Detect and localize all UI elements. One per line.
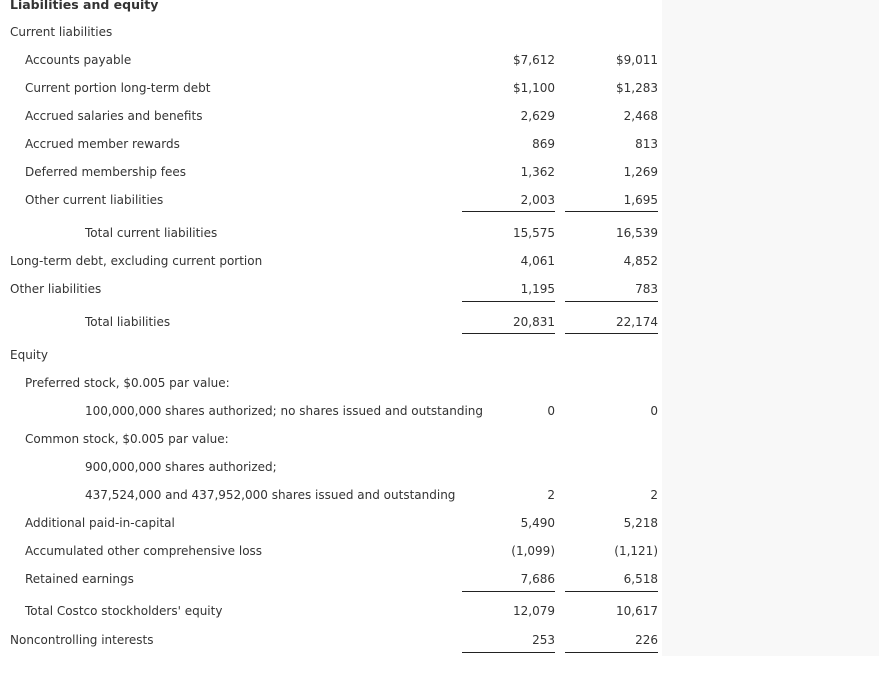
value-col2: 1,269 <box>623 165 658 179</box>
table-row <box>0 136 662 152</box>
subtotal-rule <box>462 591 555 592</box>
subtotal-rule <box>462 211 555 212</box>
table-row <box>0 52 662 68</box>
row-label: Common stock, $0.005 par value: <box>25 432 229 446</box>
value-col2: 783 <box>635 282 658 296</box>
value-col2: 2 <box>650 488 658 502</box>
common-stock-row <box>0 431 662 447</box>
value-col2: $9,011 <box>616 53 658 67</box>
row-label: 437,524,000 and 437,952,000 shares issued and outstanding <box>85 488 456 502</box>
total-rule <box>462 333 555 334</box>
equity-heading: Equity <box>10 348 48 362</box>
row-label: Other liabilities <box>10 282 102 296</box>
table-row <box>0 80 662 96</box>
value-col1: 1,362 <box>520 165 555 179</box>
value-col1: 2,629 <box>520 109 555 123</box>
value-col1: $1,100 <box>513 81 555 95</box>
row-label: 100,000,000 shares authorized; no shares issued and outstanding <box>85 404 484 418</box>
value-col1: 1,195 <box>520 282 555 296</box>
row-label: Accounts payable <box>25 53 132 67</box>
value-col2: (1,121) <box>614 544 658 558</box>
value-col2: 5,218 <box>623 516 658 530</box>
table-row <box>0 192 662 208</box>
value-col1: 15,575 <box>513 226 555 240</box>
subtotal-rule <box>462 301 555 302</box>
other-liabilities-row <box>0 281 662 297</box>
value-col1: 20,831 <box>513 315 555 329</box>
value-col1: 12,079 <box>513 604 555 618</box>
value-col1: 0 <box>547 404 555 418</box>
table-row <box>0 164 662 180</box>
value-col1: 869 <box>532 137 555 151</box>
value-col2: 0 <box>650 404 658 418</box>
table-row <box>0 108 662 124</box>
value-col1: $7,612 <box>513 53 555 67</box>
long-term-debt-row <box>0 253 662 269</box>
value-col2: 10,617 <box>616 604 658 618</box>
value-col2: 22,174 <box>616 315 658 329</box>
row-label: Total liabilities <box>85 315 171 329</box>
subtotal-rule <box>565 652 658 653</box>
row-label: Accrued salaries and benefits <box>25 109 203 123</box>
common-issued-row <box>0 487 662 503</box>
value-col1: 2,003 <box>520 193 555 207</box>
row-label: Deferred membership fees <box>25 165 186 179</box>
row-label: Accumulated other comprehensive loss <box>25 544 263 558</box>
subtotal-rule <box>565 591 658 592</box>
equity-heading-row <box>0 347 662 363</box>
preferred-stock-row <box>0 375 662 391</box>
apic-row <box>0 515 662 531</box>
value-col1: 2 <box>547 488 555 502</box>
value-col1: 253 <box>532 633 555 647</box>
row-label: Retained earnings <box>25 572 134 586</box>
value-col1: (1,099) <box>511 544 555 558</box>
value-col2: $1,283 <box>616 81 658 95</box>
row-label: Long-term debt, excluding current portion <box>10 254 263 268</box>
preferred-detail-row <box>0 403 662 419</box>
row-label: Accrued member rewards <box>25 137 180 151</box>
value-col2: 813 <box>635 137 658 151</box>
row-label: Additional paid-in-capital <box>25 516 175 530</box>
row-label: Current portion long-term debt <box>25 81 211 95</box>
row-label: Noncontrolling interests <box>10 633 154 647</box>
row-label: 900,000,000 shares authorized; <box>85 460 277 474</box>
current-liabilities-heading-row <box>0 24 662 40</box>
value-col1: 4,061 <box>520 254 555 268</box>
value-col2: 4,852 <box>623 254 658 268</box>
value-col2: 1,695 <box>623 193 658 207</box>
aocl-row <box>0 543 662 559</box>
value-col2: 6,518 <box>623 572 658 586</box>
total-rule <box>565 333 658 334</box>
right-margin <box>662 0 879 656</box>
value-col2: 2,468 <box>623 109 658 123</box>
noncontrolling-row <box>0 632 662 648</box>
section-title: Liabilities and equity <box>10 0 159 12</box>
section-title-row <box>0 0 662 13</box>
current-liabilities-heading: Current liabilities <box>10 25 113 39</box>
retained-earnings-row <box>0 571 662 587</box>
total-current-liabilities-row <box>0 225 662 241</box>
value-col1: 5,490 <box>520 516 555 530</box>
row-label: Total current liabilities <box>85 226 218 240</box>
value-col2: 16,539 <box>616 226 658 240</box>
total-costco-equity-row <box>0 603 662 619</box>
total-liabilities-row <box>0 314 662 330</box>
subtotal-rule <box>565 211 658 212</box>
common-authorized-row <box>0 459 662 475</box>
bottom-margin <box>0 656 879 678</box>
subtotal-rule <box>462 652 555 653</box>
row-label: Other current liabilities <box>25 193 164 207</box>
value-col1: 7,686 <box>520 572 555 586</box>
row-label: Total Costco stockholders' equity <box>25 604 223 618</box>
row-label: Preferred stock, $0.005 par value: <box>25 376 230 390</box>
subtotal-rule <box>565 301 658 302</box>
value-col2: 226 <box>635 633 658 647</box>
